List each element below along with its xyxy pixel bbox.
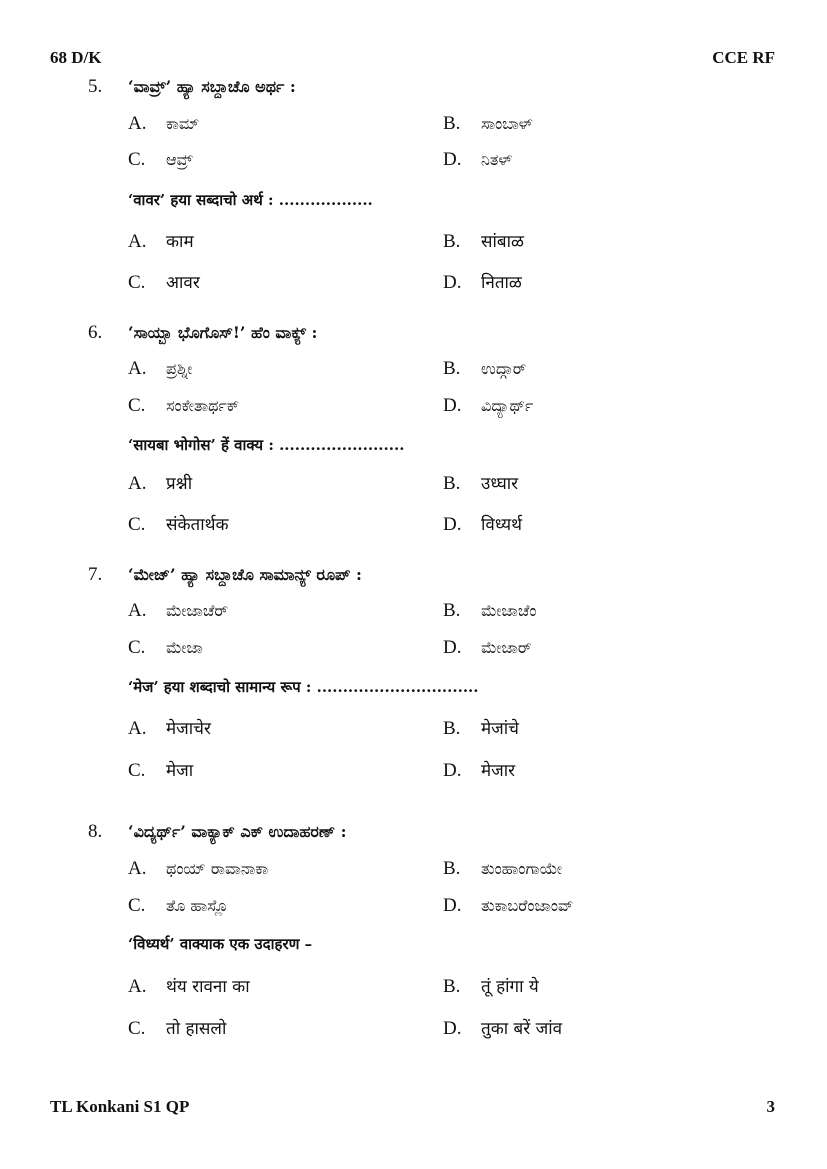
option-b-kannada[interactable] (443, 858, 562, 880)
header-left-code: 68 D/K (50, 48, 102, 67)
option-c-kannada[interactable] (128, 395, 239, 417)
page-number: 3 (766, 1097, 775, 1116)
option-c-devanagari[interactable] (128, 758, 193, 782)
option-text: ತೊ ಹಾಸ್ಲೊ (166, 896, 229, 915)
option-letter: C. (128, 395, 146, 416)
option-text: निताळ (481, 273, 522, 293)
option-text: ಪ್ರಶ್ನೀ (166, 359, 193, 378)
question-stem-kannada: ‘ವಾವ್ರ್’ ಹ್ಯಾ ಸಬ್ದಾಚೊ ಅರ್ಥ : (128, 77, 296, 96)
option-letter: B. (443, 718, 461, 739)
option-text: ಉದ್ಗಾರ್ (481, 359, 527, 378)
option-text: ಮೇಜಾಚೆರ್ (166, 601, 229, 620)
option-d-devanagari[interactable] (443, 758, 515, 782)
option-a-kannada[interactable] (128, 358, 193, 380)
option-text: तो हासलो (166, 1019, 227, 1039)
option-text: ತುಂಹಾಂಗಾಯೇ (481, 859, 563, 878)
option-text: संकेतार्थक (166, 515, 229, 535)
question-stem-devanagari: ‘विध्यर्थ’ वाक्याक एक उदाहरण – (128, 935, 313, 953)
option-letter: A. (128, 231, 147, 252)
question-stem-devanagari: ‘सायबा भोगोस’ हें वाक्य : ........................ (128, 436, 405, 454)
option-b-devanagari[interactable] (443, 471, 518, 495)
option-letter: D. (443, 514, 462, 535)
option-letter: D. (443, 637, 462, 658)
option-text: तुका बरें जांव (481, 1019, 563, 1039)
option-letter: D. (443, 1018, 462, 1039)
option-letter: C. (128, 637, 146, 658)
option-letter: C. (128, 895, 146, 916)
option-a-kannada[interactable] (128, 600, 228, 622)
option-a-devanagari[interactable] (128, 471, 192, 495)
option-b-kannada[interactable] (443, 358, 526, 380)
question-number: 6. (88, 322, 103, 343)
option-letter: A. (128, 113, 147, 134)
option-b-kannada[interactable] (443, 600, 537, 622)
option-a-devanagari[interactable] (128, 229, 194, 253)
option-text: तूं हांगा ये (481, 977, 539, 997)
footer-paper-title: TL Konkani S1 QP (50, 1097, 190, 1116)
option-text: उध्घार (481, 474, 519, 494)
option-letter: B. (443, 858, 461, 879)
option-letter: B. (443, 473, 461, 494)
option-b-devanagari[interactable] (443, 974, 539, 998)
option-text: ಮೇಜಾಚೆಂ (481, 601, 537, 620)
option-text: ಥಂಯ್ ರಾವಾನಾಕಾ (166, 859, 269, 878)
option-letter: A. (128, 718, 147, 739)
option-d-devanagari[interactable] (443, 270, 522, 294)
option-text: मेजा (166, 761, 194, 781)
option-a-devanagari[interactable] (128, 974, 250, 998)
question-number: 8. (88, 821, 103, 842)
option-text: आवर (166, 273, 200, 293)
question-stem-kannada: ‘ಸಾಯ್ಬಾ ಭೊಗೊಸ್!’ ಹೆಂ ವಾಕ್ಯ್ : (128, 323, 318, 342)
option-text: ವಿದ್ಯಾರ್ಥ್ (481, 396, 534, 415)
question-stem-kannada: ‘ವಿದ್ಯರ್ಥ್’ ವಾಕ್ಯಾಕ್ ಎಕ್ ಉದಾಹರಣ್ : (128, 822, 347, 841)
option-d-kannada[interactable] (443, 395, 533, 417)
option-text: ನಿತಳ್ (481, 150, 513, 169)
question-number: 5. (88, 76, 103, 97)
option-c-devanagari[interactable] (128, 270, 200, 294)
option-letter: A. (128, 600, 147, 621)
option-c-devanagari[interactable] (128, 1016, 226, 1040)
option-text: ಸಾಂಬಾಳ್ (481, 114, 533, 133)
option-letter: B. (443, 976, 461, 997)
option-text: सांबाळ (481, 232, 524, 252)
option-b-devanagari[interactable] (443, 716, 519, 740)
option-letter: B. (443, 358, 461, 379)
option-letter: C. (128, 514, 146, 535)
question-number: 7. (88, 564, 103, 585)
option-text: काम (166, 232, 194, 252)
option-d-devanagari[interactable] (443, 1016, 562, 1040)
option-letter: D. (443, 760, 462, 781)
option-letter: A. (128, 976, 147, 997)
option-text: ತುಕಾಬರೆಂಜಾಂವ್ (481, 896, 574, 915)
option-d-kannada[interactable] (443, 895, 573, 917)
header-right-code: CCE RF (712, 48, 775, 67)
option-b-devanagari[interactable] (443, 229, 524, 253)
option-text: विध्यर्थ (481, 515, 522, 535)
option-d-kannada[interactable] (443, 149, 512, 171)
option-text: मेजांचे (481, 719, 519, 739)
option-a-kannada[interactable] (128, 858, 268, 880)
option-d-devanagari[interactable] (443, 512, 522, 536)
option-a-devanagari[interactable] (128, 716, 211, 740)
option-letter: A. (128, 858, 147, 879)
option-letter: A. (128, 473, 147, 494)
option-text: मेजाचेर (166, 719, 211, 739)
option-letter: D. (443, 895, 462, 916)
option-a-kannada[interactable] (128, 113, 199, 135)
option-c-kannada[interactable] (128, 637, 203, 659)
option-letter: A. (128, 358, 147, 379)
option-text: ಮೇಜಾ (166, 638, 203, 657)
option-letter: C. (128, 272, 146, 293)
option-letter: B. (443, 113, 461, 134)
option-letter: D. (443, 272, 462, 293)
option-text: मेजार (481, 761, 516, 781)
option-letter: D. (443, 395, 462, 416)
option-letter: C. (128, 1018, 146, 1039)
option-text: थंय रावना का (166, 977, 250, 997)
option-c-kannada[interactable] (128, 149, 193, 171)
option-letter: D. (443, 149, 462, 170)
option-text: ಸಂಕೇತಾರ್ಥಕ್ (166, 396, 240, 415)
question-stem-devanagari: ‘वावर’ हया सब्दाचो अर्थ : .................. (128, 191, 373, 209)
question-stem-devanagari: ‘मेज’ हया शब्दाचो सामान्य रूप : ............................... (128, 678, 479, 696)
option-d-kannada[interactable] (443, 637, 532, 659)
option-letter: C. (128, 760, 146, 781)
option-text: ಕಾಮ್ (166, 114, 200, 133)
question-stem-kannada: ‘ಮೇಜ್’ ಹ್ಯಾ ಸಬ್ದಾಚೊ ಸಾಮಾನ್ಯ್ ರೂಪ್ : (128, 565, 362, 584)
option-text: ಆವ್ರ್ (166, 150, 193, 169)
option-c-devanagari[interactable] (128, 512, 229, 536)
option-letter: C. (128, 149, 146, 170)
option-text: ಮೇಜಾರ್ (481, 638, 532, 657)
option-letter: B. (443, 600, 461, 621)
option-c-kannada[interactable] (128, 895, 228, 917)
option-letter: B. (443, 231, 461, 252)
option-b-kannada[interactable] (443, 113, 533, 135)
option-text: प्रश्नी (166, 474, 193, 494)
